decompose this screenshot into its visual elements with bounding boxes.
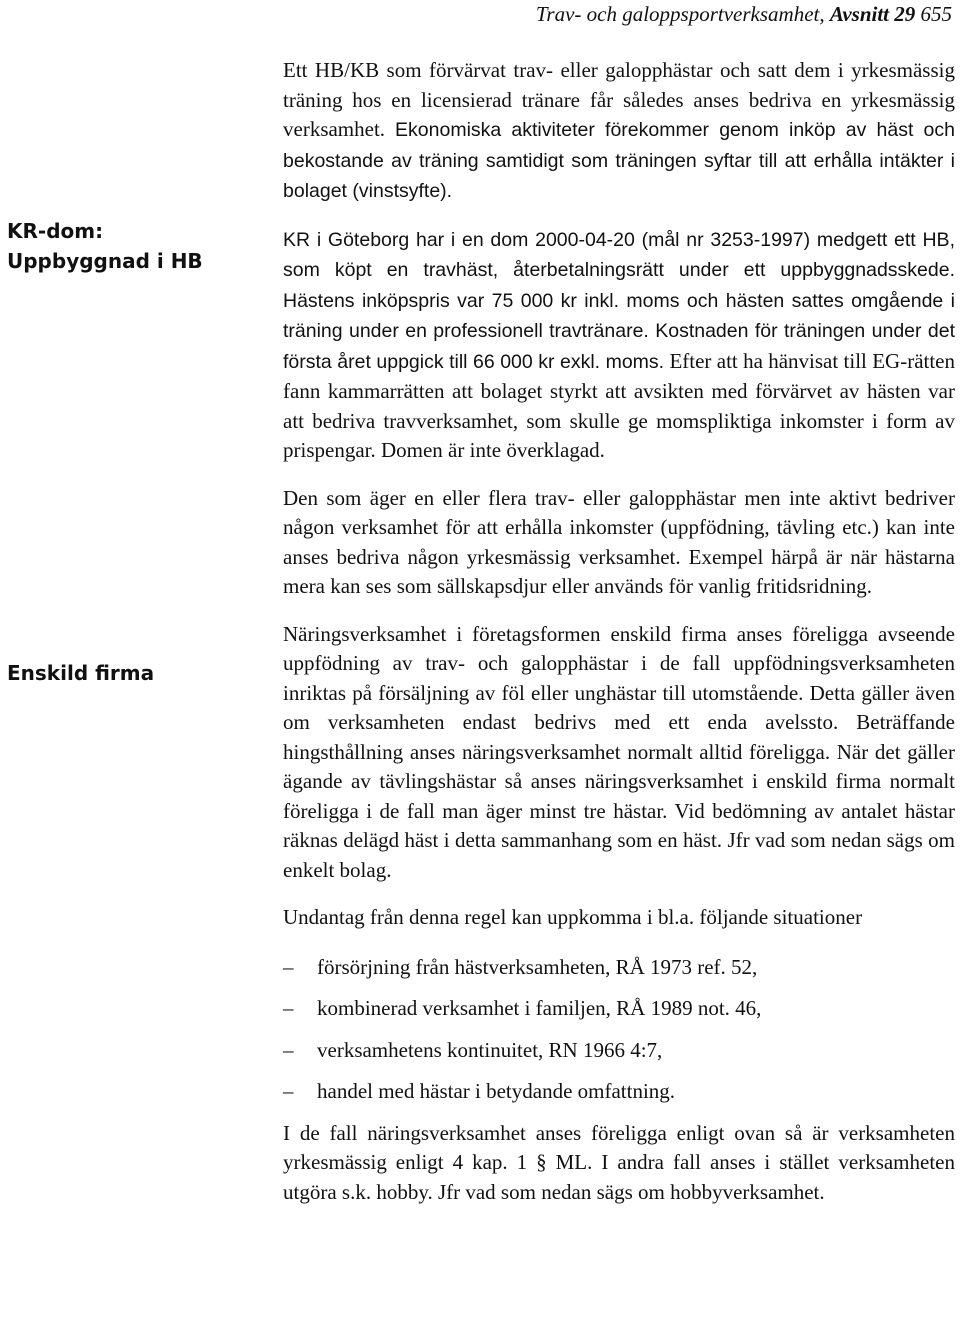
header-section: Avsnitt 29: [829, 2, 916, 26]
list-item: [283, 994, 955, 1024]
paragraph-kr-dom-serif: Efter att ha hänvisat till EG-rätten fann kammarrätten att bolaget styrkt att avsikten med förvärvet av hästen var att bedriva travverksamhet, som skulle ge momspliktiga inkomster i form av prispengar. Domen är inte överklagad.: [283, 348, 956, 462]
paragraph-hb-kb: [283, 56, 955, 207]
paragraph-kr-dom-sans: KR i Göteborg har i en dom 2000-04-20 (mål nr 3253-1997) medgett ett HB, som köpt en travhäst, återbetalningsrätt under ett uppbyggnadsskede. Hästens inköpspris var 75 000 kr inkl. moms och hästen sattes omgående i träning under en professionell travtränare. Kostnaden för träningen under det första året uppgick till 66 000 kr exkl. moms.: [283, 228, 955, 373]
list-item: [283, 953, 955, 983]
paragraph-hb-kb-serif: Ett HB/KB som förvärvat trav- eller galopphästar och satt dem i yrkesmässig träning hos en licensierad tränare får således anses bedriva en yrkesmässig verksamhet.: [283, 58, 955, 141]
paragraph-kr-dom: [283, 225, 955, 466]
page-number: 655: [920, 2, 952, 26]
list-item-text: verksamhetens kontinuitet, RN 1966 4:7,: [317, 1037, 663, 1062]
dash-bullet-icon: –: [283, 1037, 294, 1062]
list-item-text: försörjning från hästverksamheten, RÅ 1973 ref. 52,: [317, 954, 758, 979]
paragraph-hb-kb-sans: Ekonomiska aktiviteter förekommer genom inköp av häst och bekostande av träning samtidigt som träningen syftar till att erhålla intäkter i bolaget (vinstsyfte).: [283, 119, 955, 202]
list-item-text: handel med hästar i betydande omfattning.: [317, 1079, 676, 1103]
margin-heading-enskild-firma: [7, 658, 247, 688]
dash-bullet-icon: –: [283, 1079, 294, 1103]
list-item: [283, 1036, 955, 1066]
paragraph-enskild-firma: Näringsverksamhet i företagsformen enskild firma anses föreligga avseende uppfödning av trav- och galopphästar i de fall uppfödningsverksamheten inriktas på försäljning av föl eller unghästar till utomstående. Detta gäller även om verksamheten endast bedrivs med ett enda avelssto. Beträffande hingsthållning anses näringsverksamhet normalt alltid föreligga. När det gäller ägande av tävlingshästar så anses näringsverksamhet i enskild firma normalt föreligga i de fall man äger minst tre hästar. Vid bedömning av antalet hästar räknas delägd häst i detta sammanhang som en häst. Jfr vad som nedan sägs om enkelt bolag.: [283, 621, 955, 882]
margin-heading-enskild-firma-text: Enskild firma: [7, 661, 155, 685]
body-text: [283, 56, 955, 1207]
paragraph-exceptions-intro: Undantag från denna regel kan uppkomma i bl.a. följande situationer: [283, 905, 863, 929]
page-header: [536, 2, 952, 27]
list-item-text: kombinerad verksamhet i familjen, RÅ 1989 not. 46,: [317, 996, 762, 1020]
list-item: [283, 1077, 955, 1107]
margin-heading-kr-dom: [7, 216, 247, 276]
paragraph-conclusion: I de fall näringsverksamhet anses föreligga enligt ovan så är verksamheten yrkesmässig enligt 4 kap. 1 § ML. I andra fall anses i stället verksamheten utgöra s.k. hobby. Jfr vad som nedan sägs om hobbyverksamhet.: [283, 1120, 955, 1204]
margin-heading-kr-dom-line1: KR-dom:: [7, 219, 104, 243]
dash-bullet-icon: –: [283, 996, 294, 1020]
header-title: Trav- och galoppsportverksamhet,: [535, 2, 825, 26]
paragraph-hobby-owner: Den som äger en eller flera trav- eller galopphästar men inte aktivt bedriver någon verksamhet för att erhålla inkomster (uppfödning, tävling etc.) kan inte anses bedriva någon yrkesmässig verksamhet. Exempel härpå är när hästarna mera kan ses som sällskapsdjur eller används för vanlig fritidsridning.: [283, 485, 955, 598]
exceptions-list: [283, 953, 955, 1107]
dash-bullet-icon: –: [283, 954, 294, 979]
margin-heading-kr-dom-line2: Uppbyggnad i HB: [7, 249, 203, 273]
